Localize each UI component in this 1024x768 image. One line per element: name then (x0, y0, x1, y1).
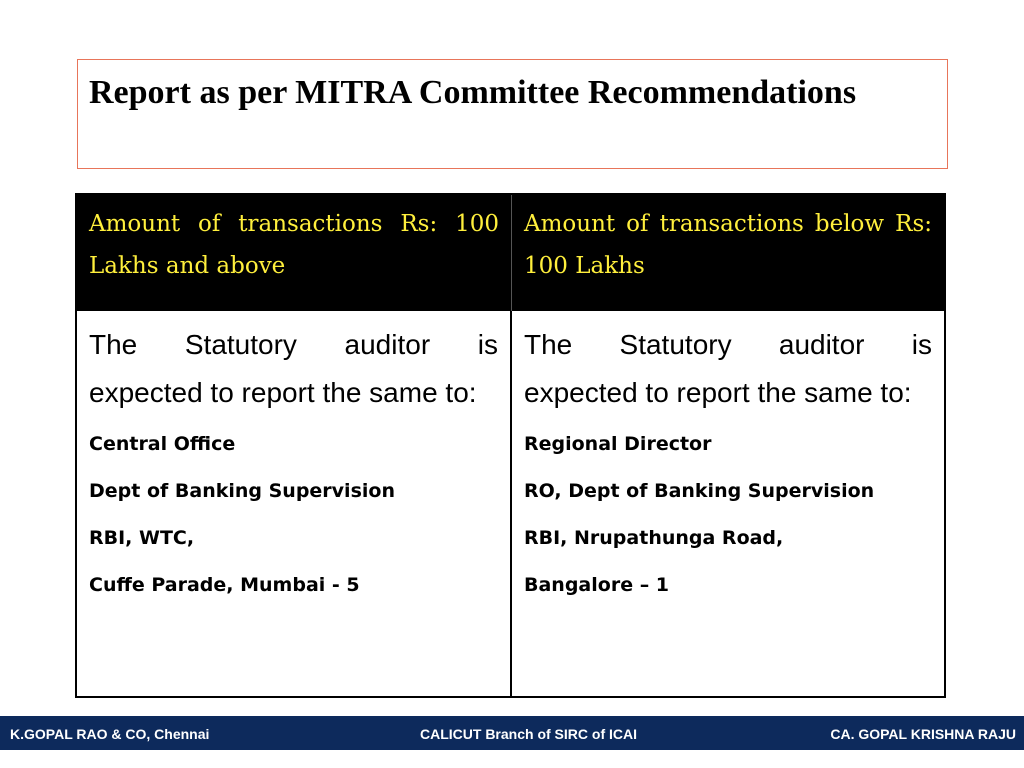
lead-text-right: The Statutory auditor is expected to report the same to: (524, 329, 932, 408)
address-line: RBI, WTC, (89, 527, 195, 549)
address-line: RBI, Nrupathunga Road, (524, 527, 784, 549)
address-line: Central Office (89, 433, 236, 455)
slide-title: Report as per MITRA Committee Recommendations (89, 74, 857, 111)
address-line: Bangalore – 1 (524, 574, 670, 596)
address-line: Regional Director (524, 433, 712, 455)
table-cell-right (512, 311, 944, 696)
address-line: Dept of Banking Supervision (89, 480, 395, 502)
comparison-table (75, 193, 946, 698)
table-header-left: Amount of transactions Rs: 100 Lakhs and above (77, 195, 512, 311)
lead-text-left: The Statutory auditor is expected to report the same to: (89, 329, 498, 408)
address-line: RO, Dept of Banking Supervision (524, 480, 875, 502)
footer-center-text: CALICUT Branch of SIRC of ICAI (420, 726, 637, 742)
table-header-right: Amount of transactions below Rs: 100 Lakhs (512, 195, 944, 311)
title-box (77, 59, 948, 169)
footer-bar (0, 716, 1024, 750)
address-line: Cuffe Parade, Mumbai - 5 (89, 574, 360, 596)
footer-left-text: K.GOPAL RAO & CO, Chennai (10, 726, 210, 742)
footer-right-text: CA. GOPAL KRISHNA RAJU (830, 726, 1016, 742)
table-cell-left (77, 311, 512, 696)
